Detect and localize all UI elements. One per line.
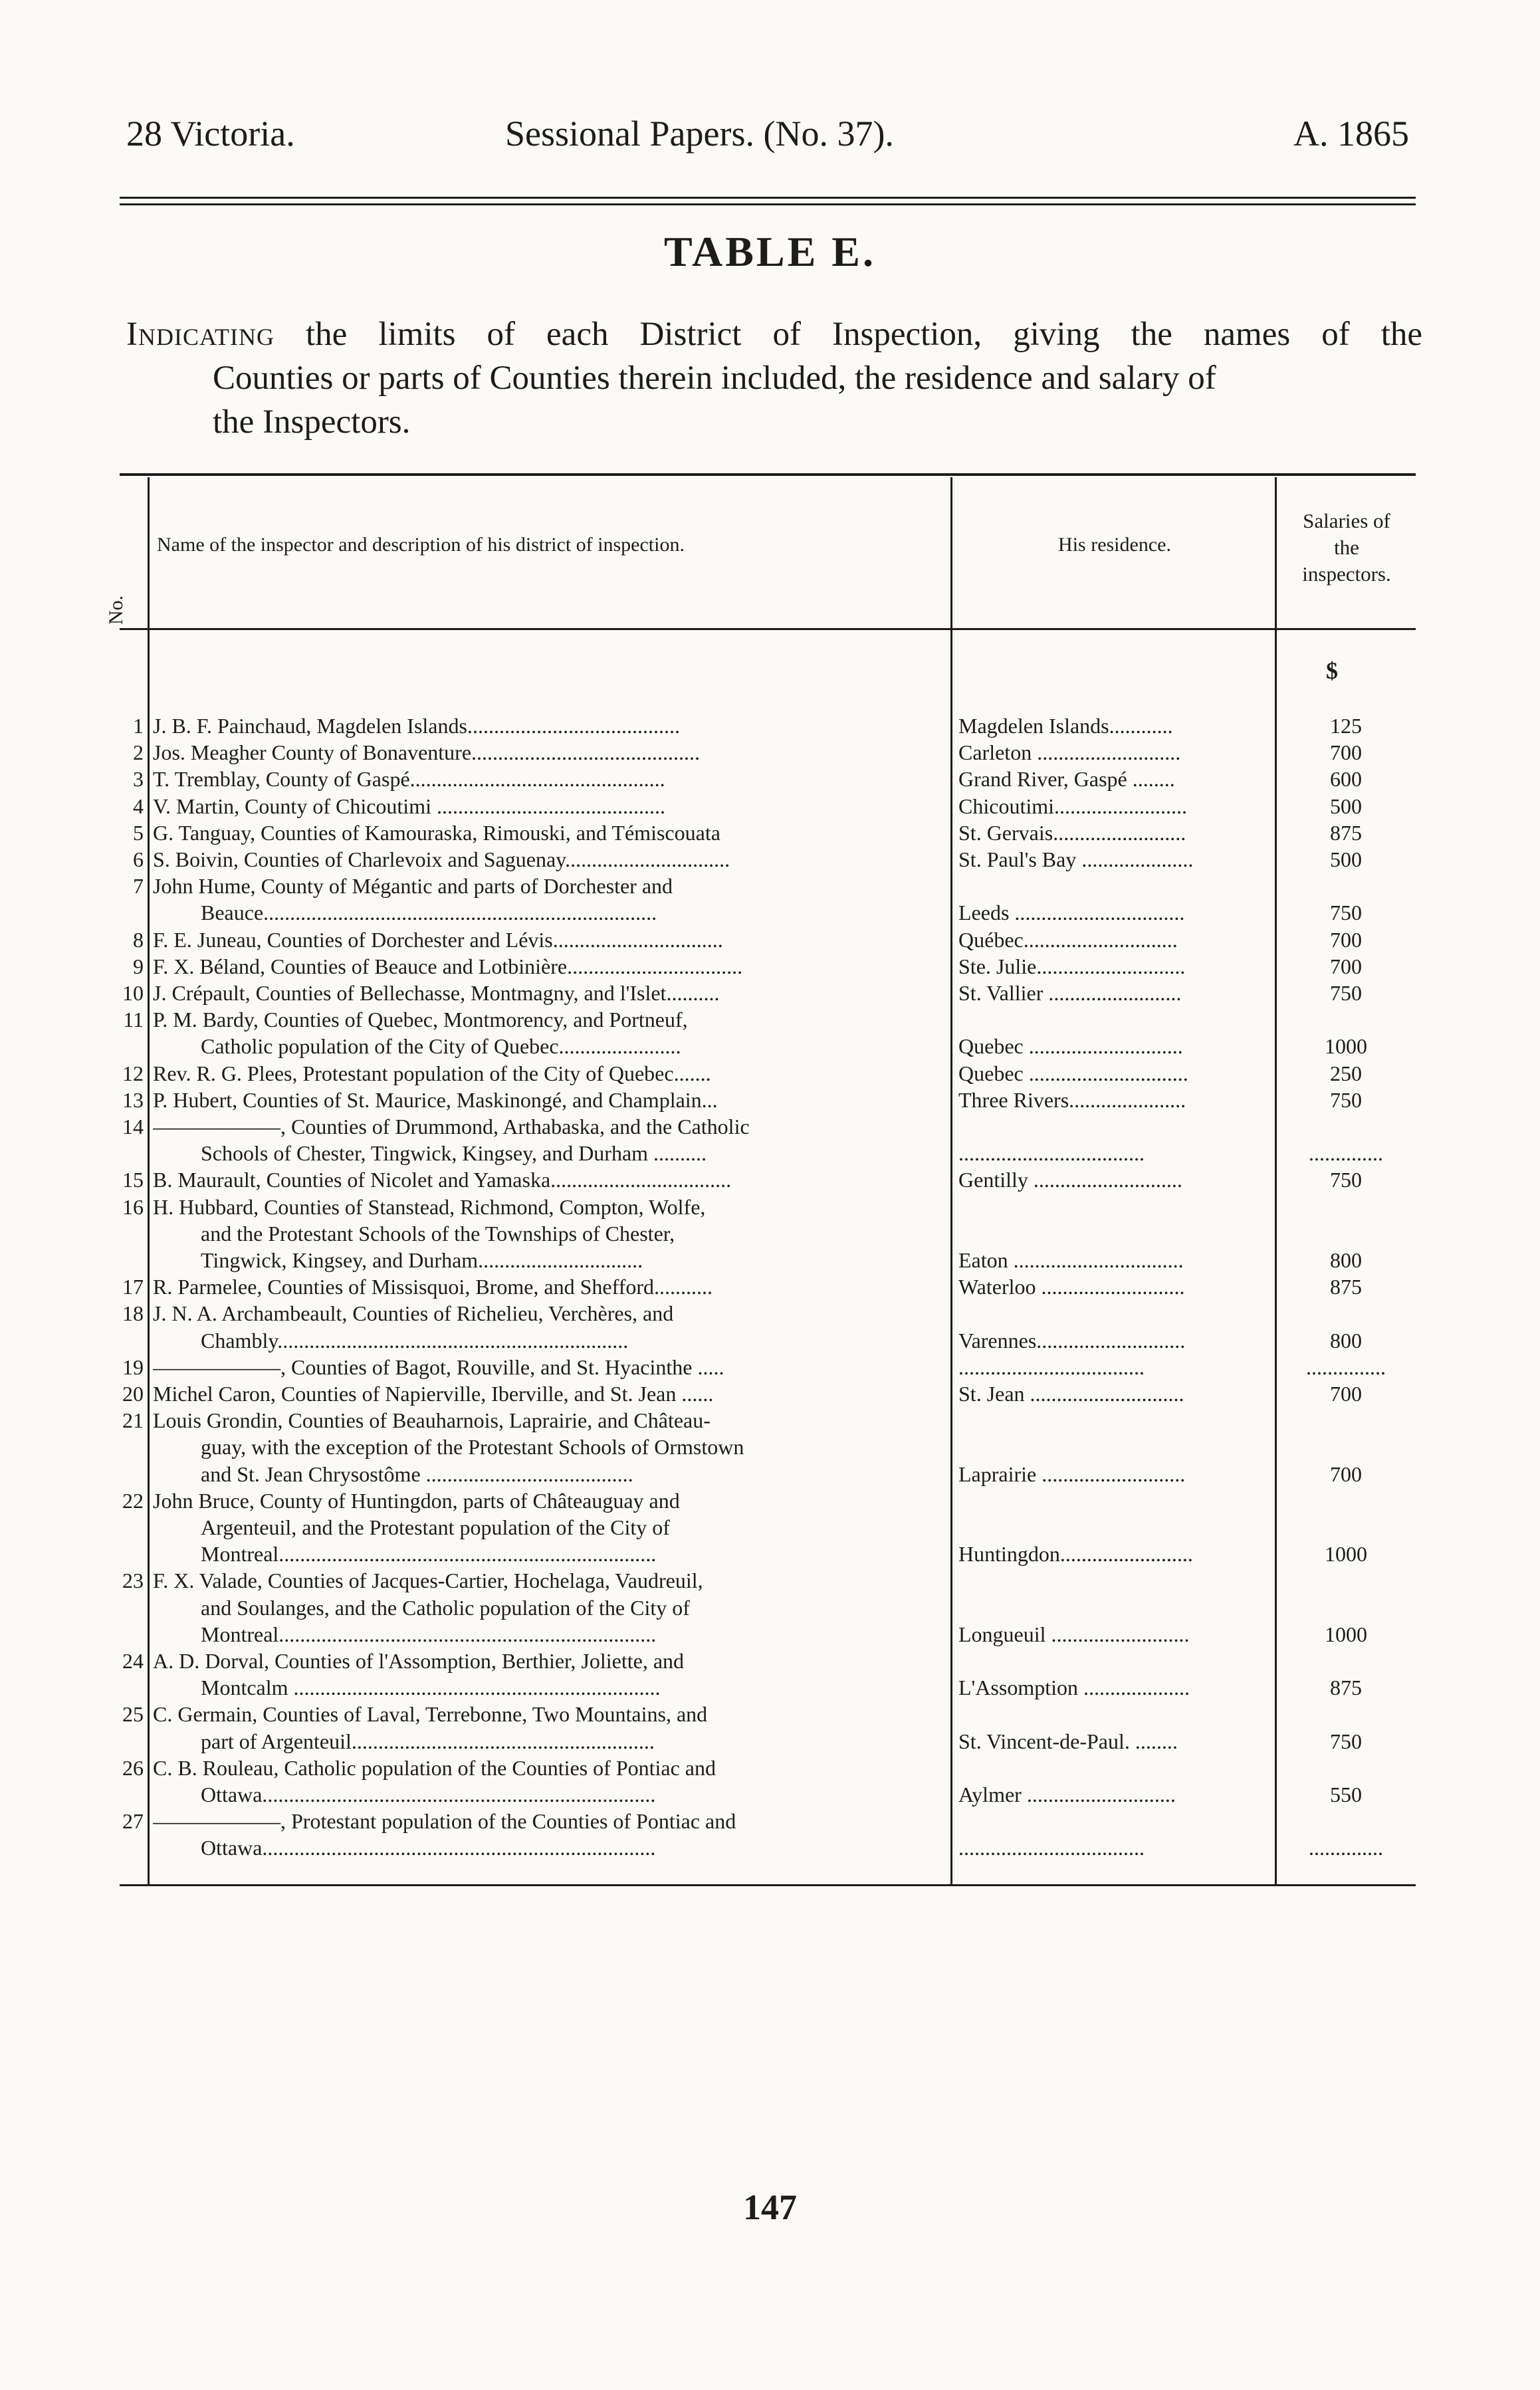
salary: ............... <box>1306 1355 1386 1379</box>
table-row <box>0 1166 1540 1193</box>
row-number: 11 <box>123 1008 144 1032</box>
salary: 875 <box>1330 1275 1362 1299</box>
residence: Magdelen Islands............ <box>958 714 1173 738</box>
salary: 700 <box>1330 1462 1362 1486</box>
residence: Québec............................. <box>958 927 1178 952</box>
row-number: 7 <box>133 874 144 899</box>
inspector-description: and St. Jean Chrysostôme ....................................... <box>201 1462 633 1486</box>
table-title: TABLE E. <box>664 228 876 275</box>
inspector-description: Catholic population of the City of Quebec....................... <box>201 1034 681 1059</box>
table-row <box>0 926 1540 953</box>
inspector-description: J. Crépault, Counties of Bellechasse, Montmagny, and l'Islet.......... <box>153 981 720 1005</box>
inspector-description: H. Hubbard, Counties of Stanstead, Richmond, Compton, Wolfe, <box>153 1194 706 1219</box>
table-row <box>0 819 1540 846</box>
salary: 1000 <box>1325 1622 1367 1646</box>
residence: ................................... <box>958 1141 1145 1166</box>
inspector-description: G. Tanguay, Counties of Kamouraska, Rimouski, and Témiscouata <box>153 820 720 845</box>
table-row <box>0 980 1540 1006</box>
table-row <box>0 1407 1540 1434</box>
row-number: 1 <box>133 714 144 738</box>
residence: Longueuil .......................... <box>958 1622 1190 1646</box>
residence: Three Rivers...................... <box>958 1087 1186 1112</box>
header-bottom-rule <box>120 628 1416 630</box>
residence: St. Jean ............................. <box>958 1382 1184 1406</box>
row-number: 10 <box>122 981 144 1005</box>
row-number: 17 <box>122 1275 144 1299</box>
table-row <box>0 1247 1540 1273</box>
inspector-description: C. B. Rouleau, Catholic population of the Counties of Pontiac and <box>153 1755 716 1780</box>
table-row <box>0 1594 1540 1621</box>
salary: 750 <box>1330 981 1362 1005</box>
inspector-description: Ottawa.......................................................................... <box>201 1783 656 1806</box>
residence: Chicoutimi......................... <box>958 794 1187 818</box>
salary: 600 <box>1330 767 1362 792</box>
residence: St. Vallier ......................... <box>958 981 1182 1005</box>
table-row <box>0 1300 1540 1327</box>
residence: Eaton ................................ <box>958 1248 1184 1272</box>
table-row <box>0 899 1540 926</box>
inspector-description: and Soulanges, and the Catholic population of the City of <box>201 1595 690 1620</box>
inspector-description: R. Parmelee, Counties of Missisquoi, Brome, and Shefford........... <box>153 1275 713 1299</box>
table-row <box>0 766 1540 792</box>
inspector-description: A. D. Dorval, Counties of l'Assomption, Berthier, Joliette, and <box>153 1649 685 1673</box>
salary: 500 <box>1330 847 1362 871</box>
inspector-description: Louis Grondin, Counties of Beauharnois, Laprairie, and Château- <box>153 1408 711 1433</box>
caption-line-3: the Inspectors. <box>213 403 411 441</box>
table-row <box>0 1327 1540 1354</box>
table-row <box>0 1674 1540 1701</box>
residence: Ste. Julie............................ <box>958 954 1186 978</box>
inspector-description: ——————, Counties of Drummond, Arthabaska, and the Catholic <box>153 1115 750 1139</box>
salary: .............. <box>1309 1141 1383 1166</box>
salary: 800 <box>1330 1248 1362 1272</box>
table-row <box>0 1380 1540 1407</box>
table-row <box>0 1487 1540 1514</box>
table-row <box>0 1808 1540 1834</box>
inspector-description: F. E. Juneau, Counties of Dorchester and Lévis................................ <box>153 927 723 952</box>
row-number: 23 <box>122 1569 144 1593</box>
inspector-description: Michel Caron, Counties of Napierville, Iberville, and St. Jean ...... <box>153 1382 714 1406</box>
table-row <box>0 793 1540 819</box>
table-row <box>0 1060 1540 1087</box>
header-no: No. <box>105 595 127 625</box>
salary: 700 <box>1330 954 1362 978</box>
salary: 750 <box>1330 901 1362 925</box>
inspector-description: F. X. Valade, Counties of Jacques-Cartier, Hochelaga, Vaudreuil, <box>153 1569 703 1593</box>
inspector-description: Schools of Chester, Tingwick, Kingsey, and Durham .......... <box>201 1141 707 1166</box>
table-caption <box>126 312 1422 444</box>
table-row <box>0 1113 1540 1140</box>
inspector-description: John Hume, County of Mégantic and parts of Dorchester and <box>153 874 673 899</box>
residence: Waterloo ........................... <box>958 1275 1185 1299</box>
inspector-description: part of Argenteuil......................................................... <box>201 1729 655 1753</box>
row-number: 3 <box>133 767 144 792</box>
header-session: 28 Victoria. <box>126 114 295 154</box>
table-row <box>0 1434 1540 1460</box>
inspector-description: Argenteuil, and the Protestant population of the City of <box>201 1515 670 1539</box>
table-row <box>0 1755 1540 1781</box>
row-number: 4 <box>133 794 144 818</box>
inspector-description: C. Germain, Counties of Laval, Terrebonne, Two Mountains, and <box>153 1702 708 1727</box>
row-number: 9 <box>133 954 144 978</box>
row-number: 26 <box>122 1755 144 1780</box>
row-number: 15 <box>122 1168 144 1192</box>
salary: 750 <box>1330 1087 1362 1112</box>
residence: ................................... <box>958 1836 1145 1860</box>
table-row <box>0 1033 1540 1059</box>
row-number: 21 <box>122 1408 144 1433</box>
inspector-description: guay, with the exception of the Protestant Schools of Ormstown <box>201 1435 744 1460</box>
row-number: 25 <box>122 1702 144 1727</box>
salary: 875 <box>1330 1676 1362 1700</box>
table-row <box>0 1701 1540 1727</box>
inspector-description: ——————, Counties of Bagot, Rouville, and St. Hyacinthe ..... <box>153 1355 724 1379</box>
residence: Quebec ............................. <box>958 1034 1183 1059</box>
table-row <box>0 1220 1540 1247</box>
salary: .............. <box>1309 1836 1383 1860</box>
salary: 1000 <box>1325 1542 1367 1567</box>
residence: St. Vincent-de-Paul. ........ <box>958 1729 1178 1753</box>
inspector-description: S. Boivin, Counties of Charlevoix and Saguenay............................... <box>153 847 730 871</box>
row-number: 22 <box>122 1488 144 1513</box>
header-rule-bottom <box>120 203 1416 205</box>
table-row <box>0 846 1540 873</box>
table-bottom-rule <box>120 1884 1416 1886</box>
row-number: 24 <box>122 1649 144 1673</box>
header-year: A. 1865 <box>1293 114 1409 154</box>
caption-line-2: Counties or parts of Counties therein included, the residence and salary of <box>213 360 1216 397</box>
header-salary: Salaries of the inspectors. <box>1302 509 1391 586</box>
inspector-description: J. N. A. Archambeault, Counties of Richelieu, Verchères, and <box>153 1301 674 1326</box>
inspector-description: Montreal....................................................................... <box>201 1542 657 1567</box>
inspector-description: ——————, Protestant population of the Counties of Pontiac and <box>153 1809 736 1834</box>
table-row <box>0 1461 1540 1487</box>
residence: St. Paul's Bay ..................... <box>958 847 1194 871</box>
inspector-description: Rev. R. G. Plees, Protestant population of the City of Quebec....... <box>153 1061 711 1085</box>
table-row <box>0 1728 1540 1755</box>
header-residence: His residence. <box>1058 534 1171 556</box>
salary: 1000 <box>1325 1034 1367 1059</box>
row-number: 16 <box>122 1194 144 1219</box>
inspector-description: Tingwick, Kingsey, and Durham............................... <box>201 1248 643 1272</box>
residence: ................................... <box>958 1355 1145 1379</box>
table-row <box>0 1006 1540 1033</box>
salary: 500 <box>1330 794 1362 818</box>
inspector-description: V. Martin, County of Chicoutimi ........................................... <box>153 794 665 818</box>
table-row <box>0 1194 1540 1220</box>
caption-lead: Indicating <box>126 316 275 353</box>
table-row <box>0 873 1540 899</box>
inspector-description: Ottawa.......................................................................... <box>201 1836 656 1860</box>
residence: L'Assomption .................... <box>958 1676 1190 1700</box>
caption-line-1-rest: the limits of each District of Inspection, giving the names of the <box>306 316 1423 353</box>
inspector-description: Jos. Meagher County of Bonaventure........................................... <box>153 740 701 765</box>
table-row <box>0 1354 1540 1380</box>
residence: Laprairie ........................... <box>958 1462 1186 1486</box>
residence: Gentilly ............................ <box>958 1168 1182 1192</box>
table-row <box>0 1567 1540 1594</box>
row-number: 14 <box>122 1115 144 1139</box>
row-number: 5 <box>133 820 144 845</box>
row-number: 8 <box>133 927 144 952</box>
table-row <box>0 1834 1540 1861</box>
table-row <box>0 1541 1540 1567</box>
salary: 550 <box>1330 1783 1362 1806</box>
residence: Varennes............................ <box>958 1328 1186 1353</box>
row-number: 18 <box>122 1301 144 1326</box>
residence: Leeds ................................ <box>958 901 1185 925</box>
residence: St. Gervais......................... <box>958 820 1186 845</box>
salary: 700 <box>1330 927 1362 952</box>
row-number: 2 <box>133 740 144 765</box>
table-row <box>0 739 1540 766</box>
inspector-description: Beauce.......................................................................... <box>201 901 657 925</box>
header-rule-top <box>120 197 1416 199</box>
row-number: 12 <box>122 1061 144 1085</box>
inspector-description: Montreal....................................................................... <box>201 1622 657 1646</box>
salary: 700 <box>1330 1382 1362 1406</box>
table-row <box>0 1648 1540 1674</box>
table-row <box>0 1514 1540 1541</box>
salary: 875 <box>1330 820 1362 845</box>
row-number: 19 <box>122 1355 144 1379</box>
table-row <box>0 1273 1540 1300</box>
residence: Aylmer ............................ <box>958 1783 1176 1806</box>
table-top-rule <box>120 473 1416 476</box>
inspector-description: P. Hubert, Counties of St. Maurice, Maskinongé, and Champlain... <box>153 1087 718 1112</box>
header-name: Name of the inspector and description of his district of inspection. <box>157 534 685 556</box>
salary: 700 <box>1330 740 1362 765</box>
residence: Carleton ........................... <box>958 740 1181 765</box>
inspector-description: Montcalm ..................................................................... <box>201 1676 661 1700</box>
inspector-description: and the Protestant Schools of the Townships of Chester, <box>201 1221 675 1246</box>
header-papers: Sessional Papers. (No. 37). <box>505 114 894 154</box>
inspector-description: F. X. Béland, Counties of Beauce and Lotbinière................................. <box>153 954 743 978</box>
inspector-description: John Bruce, County of Huntingdon, parts of Châteauguay and <box>153 1488 680 1513</box>
table-row <box>0 1140 1540 1166</box>
table-row <box>0 953 1540 980</box>
table-row <box>0 1781 1540 1808</box>
currency-symbol: $ <box>1326 657 1338 684</box>
table-row <box>0 712 1540 739</box>
row-number: 27 <box>122 1809 144 1834</box>
salary: 250 <box>1330 1061 1362 1085</box>
salary: 750 <box>1330 1168 1362 1192</box>
page-number: 147 <box>743 2187 797 2227</box>
inspector-description: Chambly.................................................................. <box>201 1328 629 1353</box>
table-row <box>0 1621 1540 1648</box>
row-number: 20 <box>122 1382 144 1406</box>
row-number: 13 <box>122 1087 144 1112</box>
salary: 750 <box>1330 1729 1362 1753</box>
caption-line-1 <box>126 312 1422 356</box>
salary: 125 <box>1330 714 1362 738</box>
salary: 800 <box>1330 1328 1362 1353</box>
running-header <box>126 113 1409 160</box>
inspector-description: B. Maurault, Counties of Nicolet and Yamaska.................................. <box>153 1168 732 1192</box>
table-row <box>0 1087 1540 1113</box>
residence: Quebec .............................. <box>958 1061 1188 1085</box>
residence: Grand River, Gaspé ........ <box>958 767 1175 792</box>
inspector-description: P. M. Bardy, Counties of Quebec, Montmorency, and Portneuf, <box>153 1008 688 1032</box>
residence: Huntingdon......................... <box>958 1542 1193 1567</box>
inspector-description: T. Tremblay, County of Gaspé................................................ <box>153 767 665 792</box>
inspector-description: J. B. F. Painchaud, Magdelen Islands........................................ <box>153 714 680 738</box>
row-number: 6 <box>133 847 144 871</box>
